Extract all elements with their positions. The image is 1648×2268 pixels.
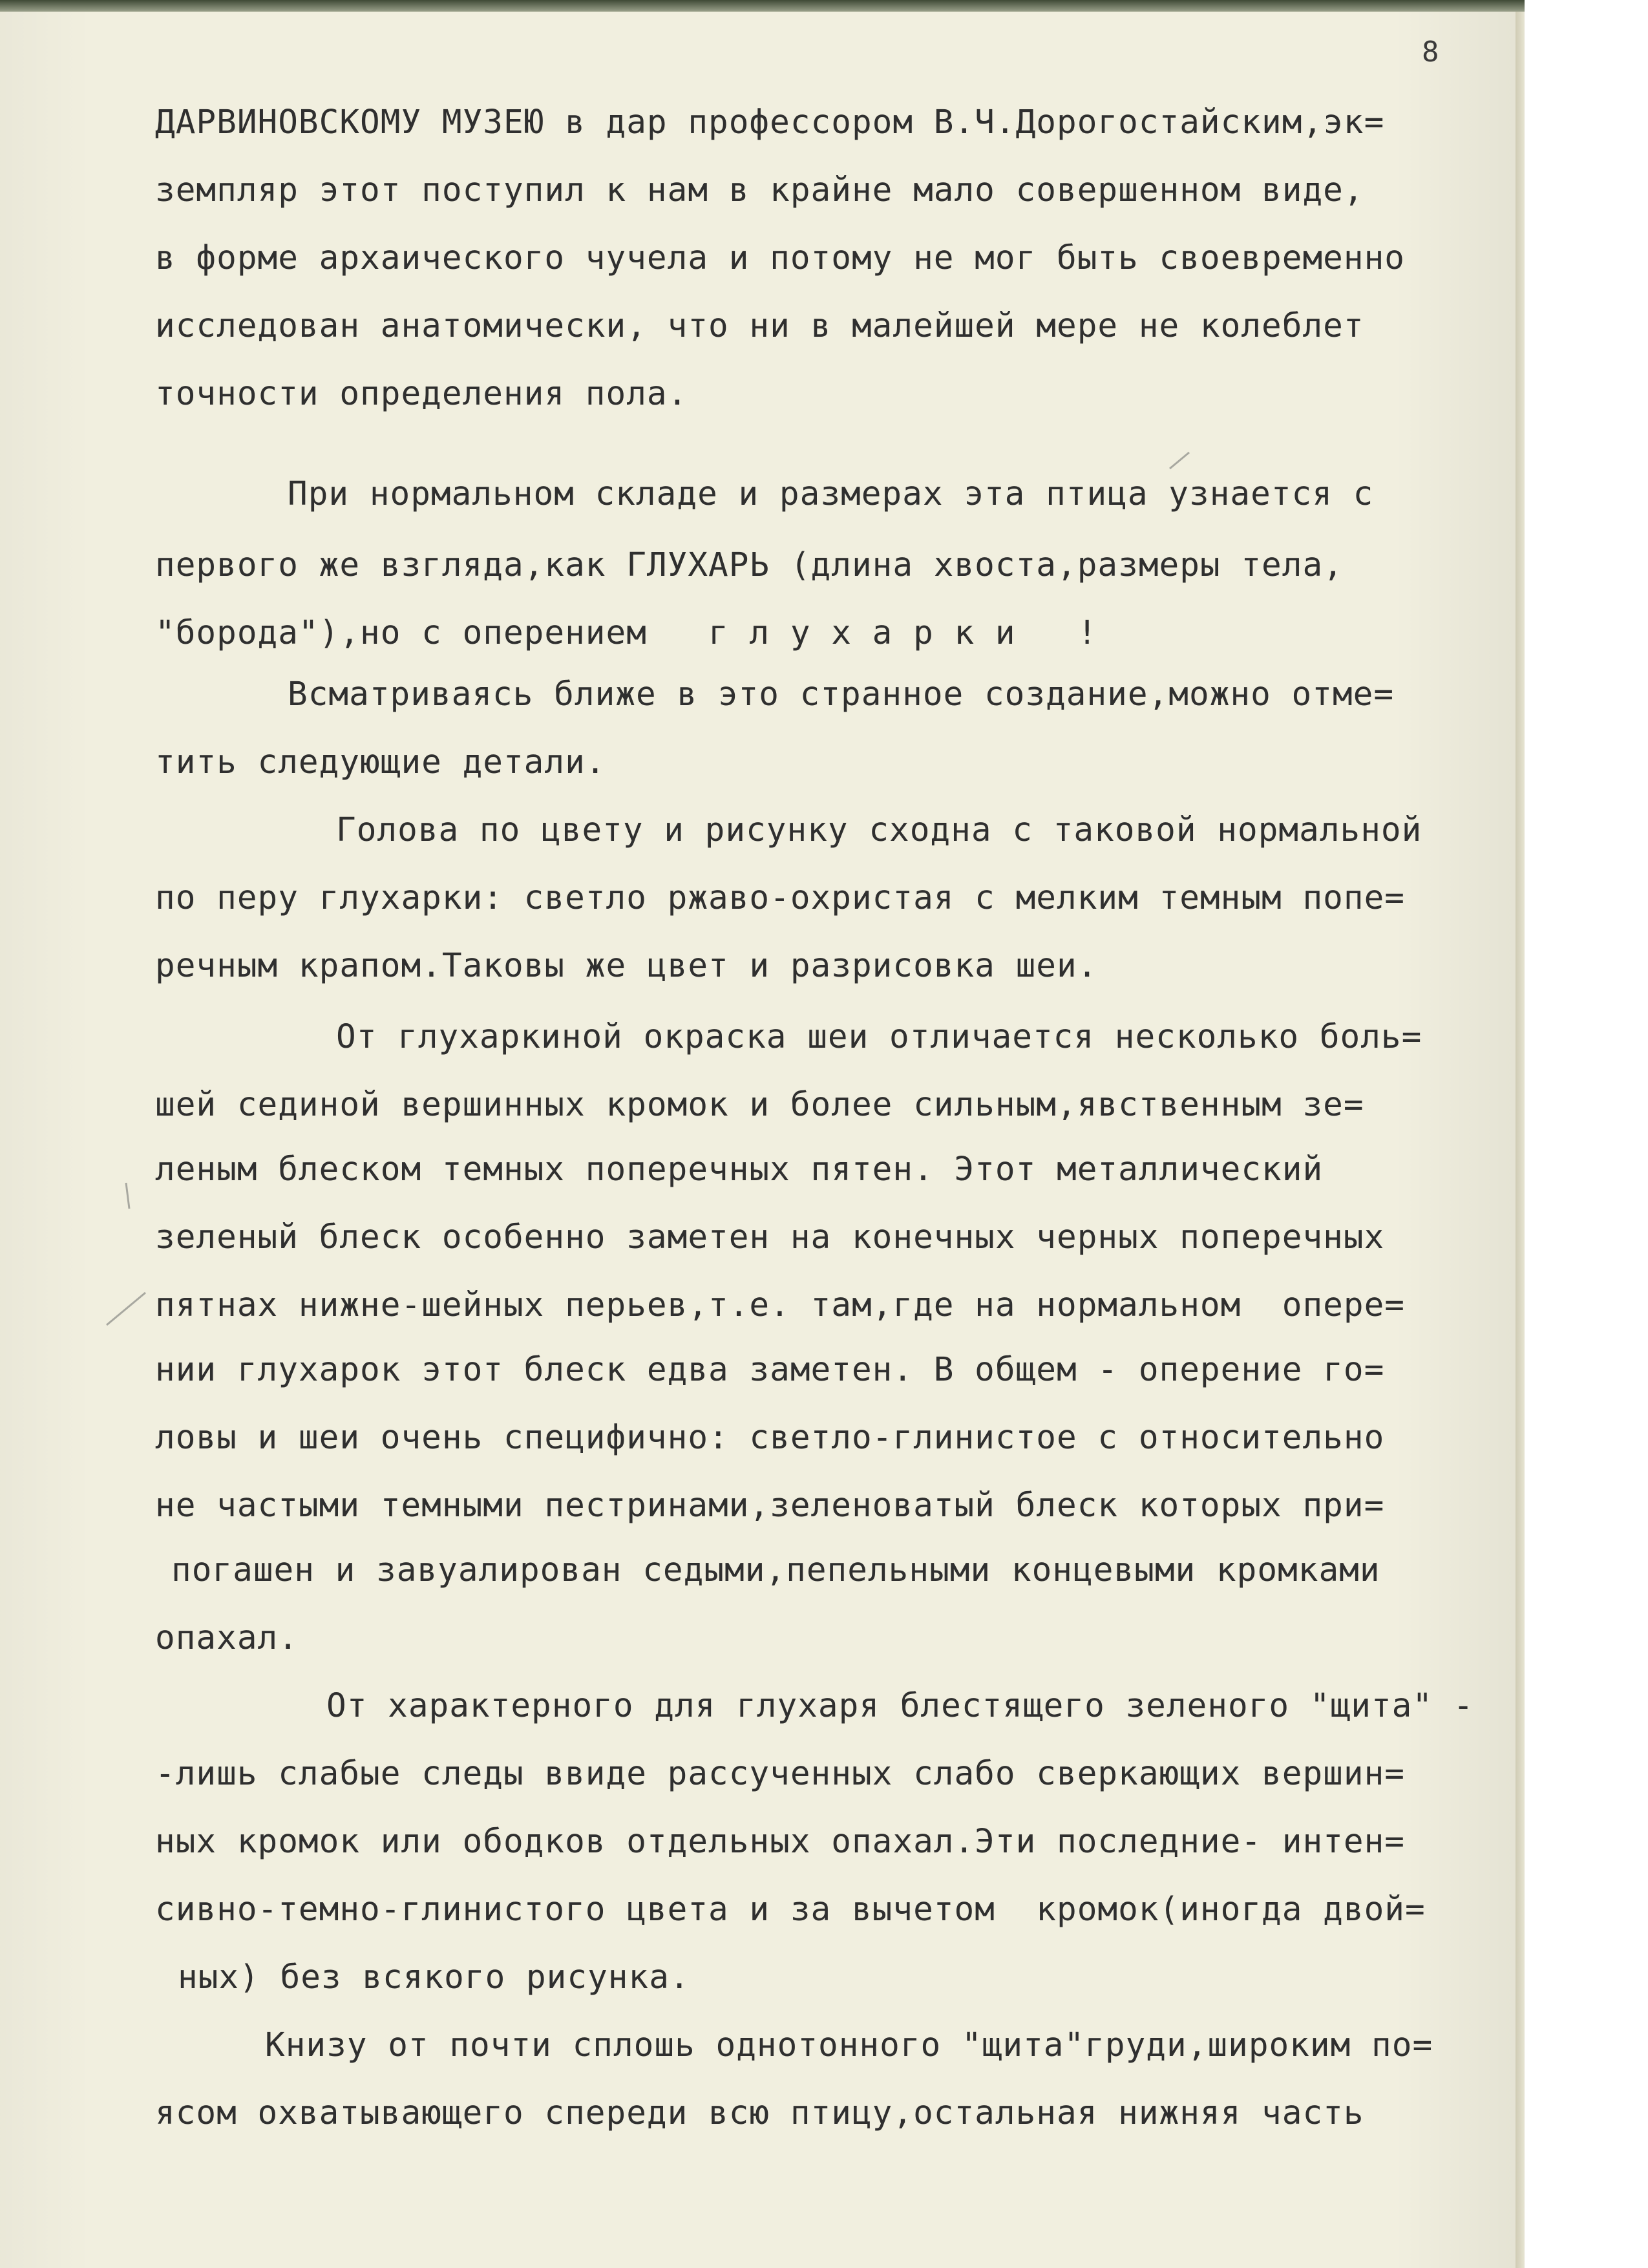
text-line: нии глухарок этот блеск едва заметен. В общем - оперение го= bbox=[155, 1351, 1385, 1389]
text-line: точности определения пола. bbox=[155, 375, 688, 413]
text-line: При нормальном складе и размерах эта птица узнается с bbox=[288, 475, 1374, 513]
text-line: погашен и завуалирован седыми,пепельными концевыми кромками bbox=[171, 1551, 1380, 1589]
text-line: леным блеском темных поперечных пятен. Этот металлический bbox=[155, 1150, 1324, 1189]
text-line: шей сединой вершинных кромок и более сильным,явственным зе= bbox=[155, 1086, 1364, 1124]
text-line: ных кромок или ободков отдельных опахал.Эти последние- интен= bbox=[155, 1823, 1405, 1861]
text-line: Всматриваясь ближе в это странное создание,можно отме= bbox=[288, 675, 1395, 714]
page-number: 8 bbox=[1422, 36, 1439, 69]
text-line: исследован анатомически, что ни в малейшей мере не колеблет bbox=[155, 307, 1364, 345]
text-line: пятнах нижне-шейных перьев,т.е. там,где на нормальном опере= bbox=[155, 1286, 1405, 1324]
text-line: сивно-темно-глинистого цвета и за вычетом кромок(иногда двой= bbox=[155, 1891, 1426, 1929]
text-line: ДАРВИНОВСКОМУ МУЗЕЮ в дар профессором В.Ч.Дорогостайским,эк= bbox=[155, 103, 1385, 142]
top-scan-border bbox=[0, 0, 1525, 12]
text-line: Голова по цвету и рисунку сходна с таковой нормальной bbox=[336, 811, 1422, 849]
text-line: первого же взгляда,как ГЛУХАРЬ (длина хвоста,размеры тела, bbox=[155, 546, 1344, 584]
text-line: не частыми темными пестринами,зеленоватый блеск которых при= bbox=[155, 1487, 1385, 1525]
text-line: опахал. bbox=[155, 1619, 299, 1657]
text-line: по перу глухарки: светло ржаво-охристая с мелким темным попе= bbox=[155, 879, 1405, 917]
text-line: От характерного для глухаря блестящего зеленого "щита" - bbox=[326, 1687, 1474, 1725]
page-edge bbox=[1516, 0, 1525, 2268]
text-line: зеленый блеск особенно заметен на конечных черных поперечных bbox=[155, 1218, 1385, 1256]
text-line: в форме архаического чучела и потому не мог быть своевременно bbox=[155, 239, 1405, 277]
text-line: ясом охватывающего спереди всю птицу,остальная нижняя часть bbox=[155, 2094, 1364, 2132]
text-line: ловы и шеи очень специфично: светло-глинистое с относительно bbox=[155, 1419, 1385, 1457]
text-line: От глухаркиной окраска шеи отличается несколько боль= bbox=[336, 1018, 1422, 1056]
text-line: ных) без всякого рисунка. bbox=[178, 1958, 690, 1997]
text-line: Книзу от почти сплошь однотонного "щита"груди,широким по= bbox=[265, 2026, 1433, 2064]
text-line: тить следующие детали. bbox=[155, 743, 606, 781]
text-line: "борода"),но с оперением г л у х а р к и ! bbox=[155, 614, 1098, 652]
text-line: земпляр этот поступил к нам в крайне мало совершенном виде, bbox=[155, 171, 1364, 209]
text-line: речным крапом.Таковы же цвет и разрисовка шеи. bbox=[155, 947, 1098, 985]
text-line: -лишь слабые следы ввиде рассученных слабо сверкающих вершин= bbox=[155, 1755, 1405, 1793]
